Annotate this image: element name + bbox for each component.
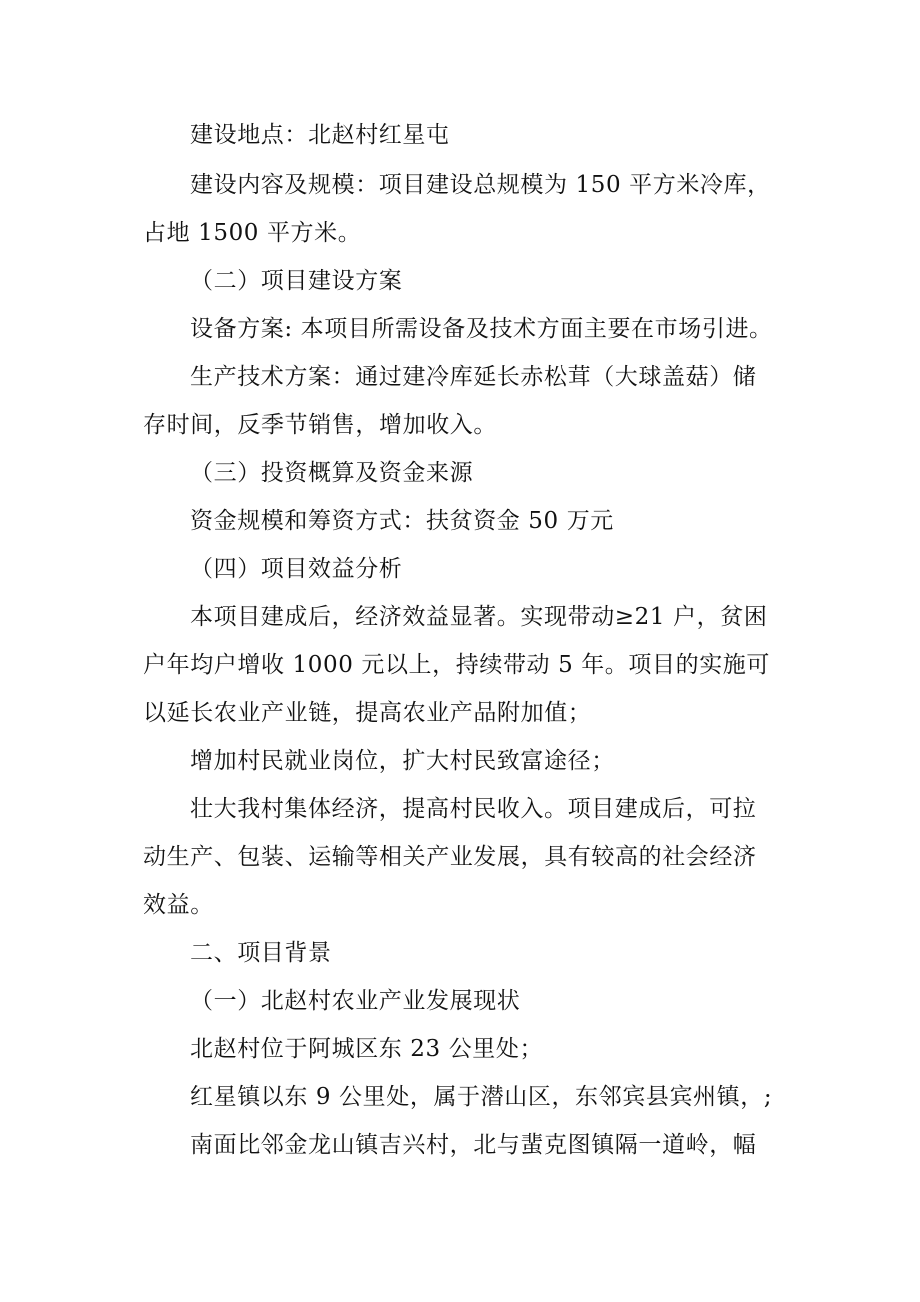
- section-heading: （三）投资概算及资金来源: [190, 460, 474, 486]
- text-line: 以延长农业产业链，提高农业产品附加值；: [143, 700, 592, 726]
- text-line: 壮大我村集体经济，提高村民收入。项目建成后，可拉: [190, 796, 757, 822]
- text-line: 建设内容及规模：项目建设总规模为 150 平方米冷库，: [190, 172, 771, 198]
- text-line: 南面比邻金龙山镇吉兴村，北与蜚克图镇隔一道岭，幅: [190, 1132, 757, 1158]
- section-heading: 二、项目背景: [190, 940, 332, 966]
- text-line: 资金规模和筹资方式：扶贫资金 50 万元: [190, 508, 614, 534]
- text-line: 动生产、包装、运输等相关产业发展，具有较高的社会经济: [143, 844, 757, 870]
- section-heading: （二）项目建设方案: [190, 268, 403, 294]
- text-line: 生产技术方案：通过建冷库延长赤松茸（大球盖菇）储: [190, 364, 757, 390]
- text-line: 红星镇以东 9 公里处，属于潜山区，东邻宾县宾州镇，;: [190, 1084, 773, 1110]
- text-line: 效益。: [143, 892, 214, 918]
- text-line: 户年均户增收 1000 元以上，持续带动 5 年。项目的实施可: [143, 652, 771, 678]
- text-line: 北赵村位于阿城区东 23 公里处；: [190, 1036, 544, 1062]
- text-line: 本项目建成后，经济效益显著。实现带动≥21 户，贫困: [190, 604, 768, 630]
- text-line: 存时间，反季节销售，增加收入。: [143, 412, 497, 438]
- section-heading: （四）项目效益分析: [190, 556, 403, 582]
- text-line: 占地 1500 平方米。: [143, 220, 362, 246]
- section-heading: （一）北赵村农业产业发展现状: [190, 988, 521, 1014]
- text-line: 增加村民就业岗位，扩大村民致富途径；: [190, 748, 615, 774]
- text-line: 设备方案: 本项目所需设备及技术方面主要在市场引进。: [190, 316, 773, 342]
- text-line: 建设地点：北赵村红星屯: [190, 122, 450, 148]
